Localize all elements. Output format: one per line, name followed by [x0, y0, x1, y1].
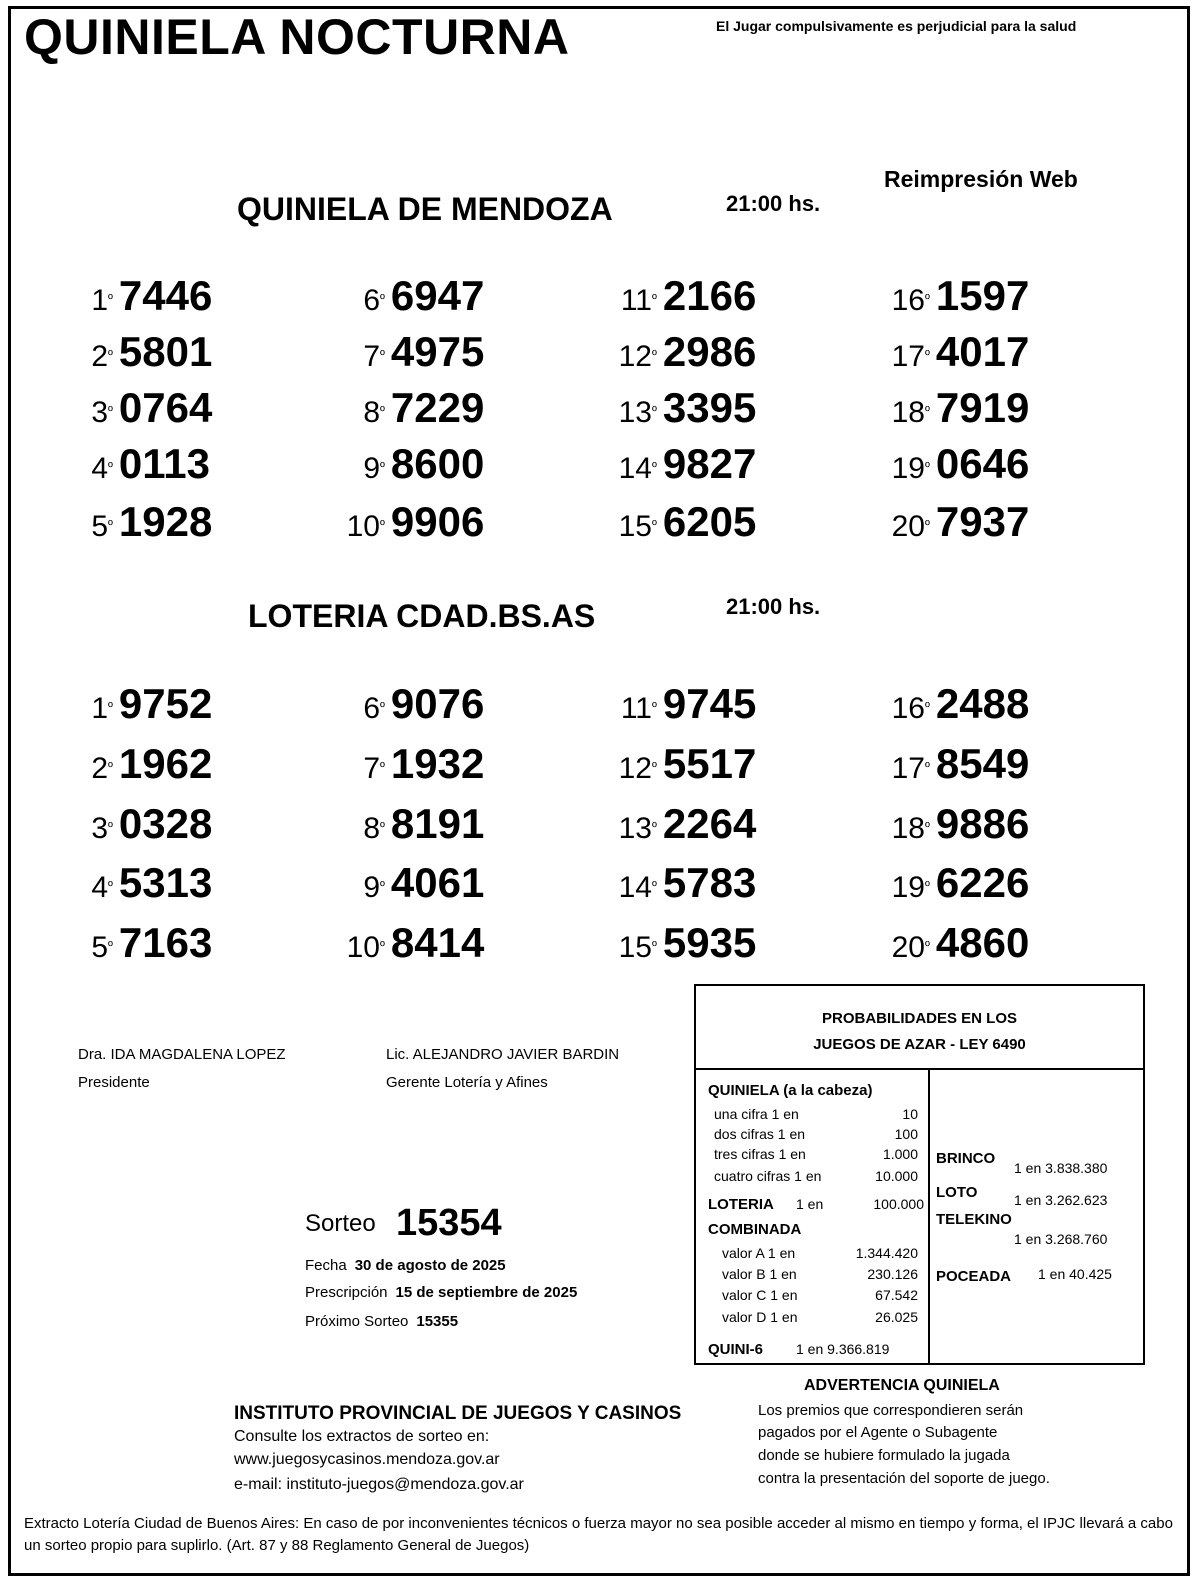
institute-website: www.juegosycasinos.mendoza.gov.ar — [234, 1451, 500, 1468]
ordinal-mark: º — [652, 403, 657, 419]
result-position: 19 — [891, 871, 925, 904]
result-position: 8 — [363, 396, 380, 429]
result-number: 4860 — [935, 919, 1030, 966]
ordinal-mark: º — [925, 291, 930, 307]
draw-title-bsas: LOTERIA CDAD.BS.AS — [248, 598, 596, 634]
result-position: 3 — [91, 812, 108, 845]
result-entry — [594, 680, 756, 728]
result-number: 9886 — [935, 800, 1030, 847]
ordinal-mark: º — [652, 517, 657, 533]
result-entry — [322, 498, 484, 546]
brinco-value: 1 en 3.838.380 — [1014, 1160, 1108, 1176]
footer-note: Extracto Lotería Ciudad de Buenos Aires: En caso de por inconvenientes técnicos o fuerza mayor no sea posible acceder al mismo en tiempo y forma, el IPJC llevará a cabo un sorteo propio para suplirlo. (Art. 87 y 88 Reglamento General de Juegos) — [24, 1515, 1173, 1554]
result-position: 6 — [363, 692, 380, 725]
ordinal-mark: º — [108, 403, 113, 419]
result-position: 15 — [618, 510, 652, 543]
ordinal-mark: º — [108, 517, 113, 533]
result-position: 5 — [91, 510, 108, 543]
result-position: 7 — [363, 752, 380, 785]
signature-manager — [386, 1041, 619, 1097]
result-entry — [867, 272, 1029, 320]
result-number: 9906 — [390, 498, 485, 545]
result-number: 5935 — [662, 919, 757, 966]
result-number: 2488 — [935, 680, 1030, 727]
ordinal-mark: º — [652, 938, 657, 954]
sorteo-label: Sorteo — [305, 1210, 376, 1237]
signature-name: Lic. ALEJANDRO JAVIER BARDIN — [386, 1046, 620, 1063]
institute-line: Consulte los extractos de sorteo en: — [234, 1428, 490, 1445]
result-entry — [50, 272, 212, 320]
result-number: 8549 — [935, 740, 1030, 787]
result-entry — [867, 859, 1029, 907]
loto-value: 1 en 3.262.623 — [1014, 1192, 1108, 1208]
probabilities-header — [696, 986, 1143, 1070]
result-position: 18 — [891, 812, 925, 845]
result-position: 2 — [91, 340, 108, 373]
ordinal-mark: º — [925, 878, 930, 894]
ordinal-mark: º — [108, 759, 113, 775]
result-number: 5313 — [118, 859, 213, 906]
ordinal-mark: º — [108, 878, 113, 894]
probabilities-divider — [928, 1070, 930, 1365]
institute-email: e-mail: instituto-juegos@mendoza.gov.ar — [234, 1476, 524, 1493]
proximo-value: 15355 — [416, 1313, 459, 1330]
result-number: 9827 — [662, 440, 757, 487]
result-number: 7937 — [935, 498, 1030, 545]
result-entry — [50, 740, 212, 788]
result-entry — [322, 328, 484, 376]
result-entry — [867, 919, 1029, 967]
ordinal-mark: º — [652, 819, 657, 835]
result-number: 5783 — [662, 859, 757, 906]
result-number: 8414 — [390, 919, 485, 966]
telekino-label: TELEKINO — [936, 1211, 1012, 1228]
ordinal-mark: º — [925, 938, 930, 954]
fecha-line — [305, 1257, 506, 1274]
signature-role: Gerente Lotería y Afines — [386, 1074, 548, 1091]
result-number: 7919 — [935, 384, 1030, 431]
signature-name: Dra. IDA MAGDALENA LOPEZ — [78, 1046, 286, 1063]
ordinal-mark: º — [108, 819, 113, 835]
ordinal-mark: º — [925, 819, 930, 835]
reprint-label: Reimpresión Web — [884, 166, 1078, 192]
result-position: 9 — [363, 871, 380, 904]
result-position: 12 — [618, 340, 652, 373]
result-position: 18 — [891, 396, 925, 429]
result-entry — [867, 498, 1029, 546]
fecha-label: Fecha — [305, 1257, 347, 1274]
result-entry — [322, 859, 484, 907]
result-entry — [322, 384, 484, 432]
prescripcion-label: Prescripción — [305, 1284, 388, 1301]
result-number: 9076 — [390, 680, 485, 727]
combinada-label: valor D 1 en — [722, 1309, 798, 1325]
loteria-odds-value: 100.000 — [873, 1196, 924, 1212]
ordinal-mark: º — [925, 459, 930, 475]
result-number: 6947 — [390, 272, 485, 319]
draw-title-mendoza: QUINIELA DE MENDOZA — [237, 191, 613, 227]
result-entry — [867, 328, 1029, 376]
result-entry — [322, 740, 484, 788]
ordinal-mark: º — [380, 459, 385, 475]
ordinal-mark: º — [380, 291, 385, 307]
signature-role: Presidente — [78, 1074, 150, 1091]
result-number: 1932 — [390, 740, 485, 787]
quiniela-odds-label: dos cifras 1 en — [714, 1126, 806, 1142]
result-number: 1928 — [118, 498, 213, 545]
probabilities-box — [694, 984, 1145, 1365]
result-entry — [867, 384, 1029, 432]
result-position: 1 — [91, 692, 108, 725]
result-number: 9745 — [662, 680, 757, 727]
result-entry — [867, 740, 1029, 788]
draw-time-bsas: 21:00 hs. — [726, 594, 821, 619]
result-position: 9 — [363, 452, 380, 485]
loto-label: LOTO — [936, 1184, 978, 1201]
quiniela-odds-label: cuatro cifras 1 en — [714, 1168, 822, 1184]
quiniela-odds-value: 100 — [894, 1126, 918, 1142]
result-number: 4975 — [390, 328, 485, 375]
result-number: 7163 — [118, 919, 213, 966]
result-number: 8600 — [390, 440, 485, 487]
quini6-value: 1 en 9.366.819 — [796, 1341, 890, 1357]
result-position: 13 — [618, 396, 652, 429]
result-entry — [50, 328, 212, 376]
result-number: 2166 — [662, 272, 757, 319]
ordinal-mark: º — [380, 347, 385, 363]
result-number: 7446 — [118, 272, 213, 319]
result-entry — [50, 498, 212, 546]
result-entry — [867, 440, 1029, 488]
health-warning: El Jugar compulsivamente es perjudicial para la salud — [716, 18, 1077, 34]
ordinal-mark: º — [108, 459, 113, 475]
result-position: 17 — [891, 340, 925, 373]
result-position: 8 — [363, 812, 380, 845]
result-entry — [594, 498, 756, 546]
result-position: 11 — [620, 284, 652, 317]
ordinal-mark: º — [652, 459, 657, 475]
result-number: 9752 — [118, 680, 213, 727]
ordinal-mark: º — [652, 699, 657, 715]
result-position: 10 — [346, 510, 380, 543]
result-entry — [50, 384, 212, 432]
result-number: 1597 — [935, 272, 1030, 319]
combinada-value: 67.542 — [875, 1287, 918, 1303]
proximo-line — [305, 1313, 458, 1330]
result-position: 4 — [91, 452, 108, 485]
result-number: 2986 — [662, 328, 757, 375]
combinada-title: COMBINADA — [708, 1221, 802, 1238]
result-position: 4 — [91, 871, 108, 904]
result-number: 4017 — [935, 328, 1030, 375]
proximo-label: Próximo Sorteo — [305, 1313, 409, 1330]
combinada-value: 26.025 — [875, 1309, 918, 1325]
signature-president — [78, 1041, 286, 1097]
result-position: 16 — [891, 692, 925, 725]
combinada-value: 230.126 — [867, 1266, 918, 1282]
result-entry — [594, 272, 756, 320]
result-position: 14 — [618, 871, 652, 904]
advertencia-line: Los premios que correspondieren serán — [758, 1402, 1024, 1419]
result-position: 17 — [891, 752, 925, 785]
page-title: QUINIELA NOCTURNA — [24, 9, 570, 65]
ordinal-mark: º — [108, 291, 113, 307]
result-number: 0764 — [118, 384, 213, 431]
result-position: 7 — [363, 340, 380, 373]
result-position: 12 — [618, 752, 652, 785]
result-entry — [594, 440, 756, 488]
ordinal-mark: º — [380, 938, 385, 954]
telekino-value: 1 en 3.268.760 — [1014, 1231, 1108, 1247]
ordinal-mark: º — [925, 759, 930, 775]
loteria-odds-label: LOTERIA — [708, 1196, 774, 1213]
probabilities-title-2: JUEGOS DE AZAR - LEY 6490 — [813, 1036, 1026, 1053]
fecha-value: 30 de agosto de 2025 — [354, 1257, 506, 1274]
result-entry — [594, 740, 756, 788]
quiniela-odds-label: una cifra 1 en — [714, 1106, 799, 1122]
result-position: 3 — [91, 396, 108, 429]
result-position: 10 — [346, 931, 380, 964]
ordinal-mark: º — [108, 938, 113, 954]
combinada-label: valor C 1 en — [722, 1287, 798, 1303]
result-position: 16 — [891, 284, 925, 317]
institute-name: INSTITUTO PROVINCIAL DE JUEGOS Y CASINOS — [234, 1403, 682, 1424]
result-number: 7229 — [390, 384, 485, 431]
combinada-label: valor A 1 en — [722, 1245, 796, 1261]
advertencia-title: ADVERTENCIA QUINIELA — [804, 1377, 1000, 1394]
ordinal-mark: º — [925, 517, 930, 533]
result-entry — [50, 680, 212, 728]
result-position: 11 — [620, 692, 652, 725]
result-number: 5517 — [662, 740, 757, 787]
ordinal-mark: º — [380, 699, 385, 715]
result-entry — [322, 272, 484, 320]
prescripcion-value: 15 de septiembre de 2025 — [395, 1284, 578, 1301]
ordinal-mark: º — [925, 699, 930, 715]
quiniela-odds-value: 10.000 — [875, 1168, 918, 1184]
combinada-value: 1.344.420 — [855, 1245, 918, 1261]
result-entry — [50, 440, 210, 488]
result-position: 1 — [91, 284, 108, 317]
result-entry — [867, 680, 1029, 728]
result-number: 8191 — [390, 800, 485, 847]
ordinal-mark: º — [652, 291, 657, 307]
result-entry — [594, 384, 756, 432]
sorteo-number: 15354 — [396, 1202, 502, 1244]
result-number: 1962 — [118, 740, 213, 787]
advertencia-line: donde se hubiere formulado la jugada — [758, 1447, 1010, 1464]
poceada-label: POCEADA — [936, 1268, 1012, 1285]
result-entry — [50, 919, 212, 967]
result-number: 6205 — [662, 498, 757, 545]
advertencia-line: contra la presentación del soporte de juego. — [758, 1470, 1050, 1487]
quiniela-odds-value: 1.000 — [882, 1146, 918, 1162]
ordinal-mark: º — [380, 759, 385, 775]
result-number: 5801 — [118, 328, 213, 375]
result-entry — [322, 680, 484, 728]
result-entry — [50, 859, 212, 907]
prescripcion-line — [305, 1284, 577, 1301]
result-number: 6226 — [935, 859, 1030, 906]
result-number: 4061 — [390, 859, 485, 906]
ordinal-mark: º — [925, 403, 930, 419]
brinco-label: BRINCO — [936, 1150, 996, 1167]
result-position: 19 — [891, 452, 925, 485]
result-entry — [594, 859, 756, 907]
result-position: 13 — [618, 812, 652, 845]
quiniela-odds-value: 10 — [902, 1106, 918, 1122]
result-number: 2264 — [662, 800, 757, 847]
result-entry — [322, 800, 484, 848]
ordinal-mark: º — [380, 819, 385, 835]
result-entry — [867, 800, 1029, 848]
quiniela-odds-title: QUINIELA (a la cabeza) — [708, 1082, 873, 1099]
result-entry — [322, 440, 484, 488]
draw-time-mendoza: 21:00 hs. — [726, 191, 821, 216]
poceada-value: 1 en 40.425 — [1038, 1266, 1112, 1282]
ordinal-mark: º — [925, 347, 930, 363]
ordinal-mark: º — [380, 403, 385, 419]
result-position: 2 — [91, 752, 108, 785]
ordinal-mark: º — [108, 347, 113, 363]
advertencia-line: pagados por el Agente o Subagente — [758, 1424, 998, 1441]
result-position: 6 — [363, 284, 380, 317]
result-position: 14 — [618, 452, 652, 485]
ordinal-mark: º — [652, 759, 657, 775]
result-entry — [594, 328, 756, 376]
probabilities-title-1: PROBABILIDADES EN LOS — [821, 1010, 1017, 1027]
result-number: 0113 — [118, 440, 210, 487]
result-entry — [50, 800, 212, 848]
result-position: 5 — [91, 931, 108, 964]
result-number: 0328 — [118, 800, 213, 847]
ordinal-mark: º — [380, 517, 385, 533]
loteria-odds-text: 1 en — [796, 1196, 824, 1212]
ordinal-mark: º — [380, 878, 385, 894]
result-position: 15 — [618, 931, 652, 964]
ordinal-mark: º — [652, 347, 657, 363]
quiniela-odds-label: tres cifras 1 en — [714, 1146, 806, 1162]
ordinal-mark: º — [108, 699, 113, 715]
ordinal-mark: º — [652, 878, 657, 894]
result-entry — [322, 919, 484, 967]
result-position: 20 — [891, 510, 925, 543]
result-entry — [594, 800, 756, 848]
result-entry — [594, 919, 756, 967]
result-number: 3395 — [662, 384, 757, 431]
result-number: 0646 — [935, 440, 1030, 487]
combinada-label: valor B 1 en — [722, 1266, 797, 1282]
quini6-label: QUINI-6 — [708, 1341, 764, 1358]
result-position: 20 — [891, 931, 925, 964]
